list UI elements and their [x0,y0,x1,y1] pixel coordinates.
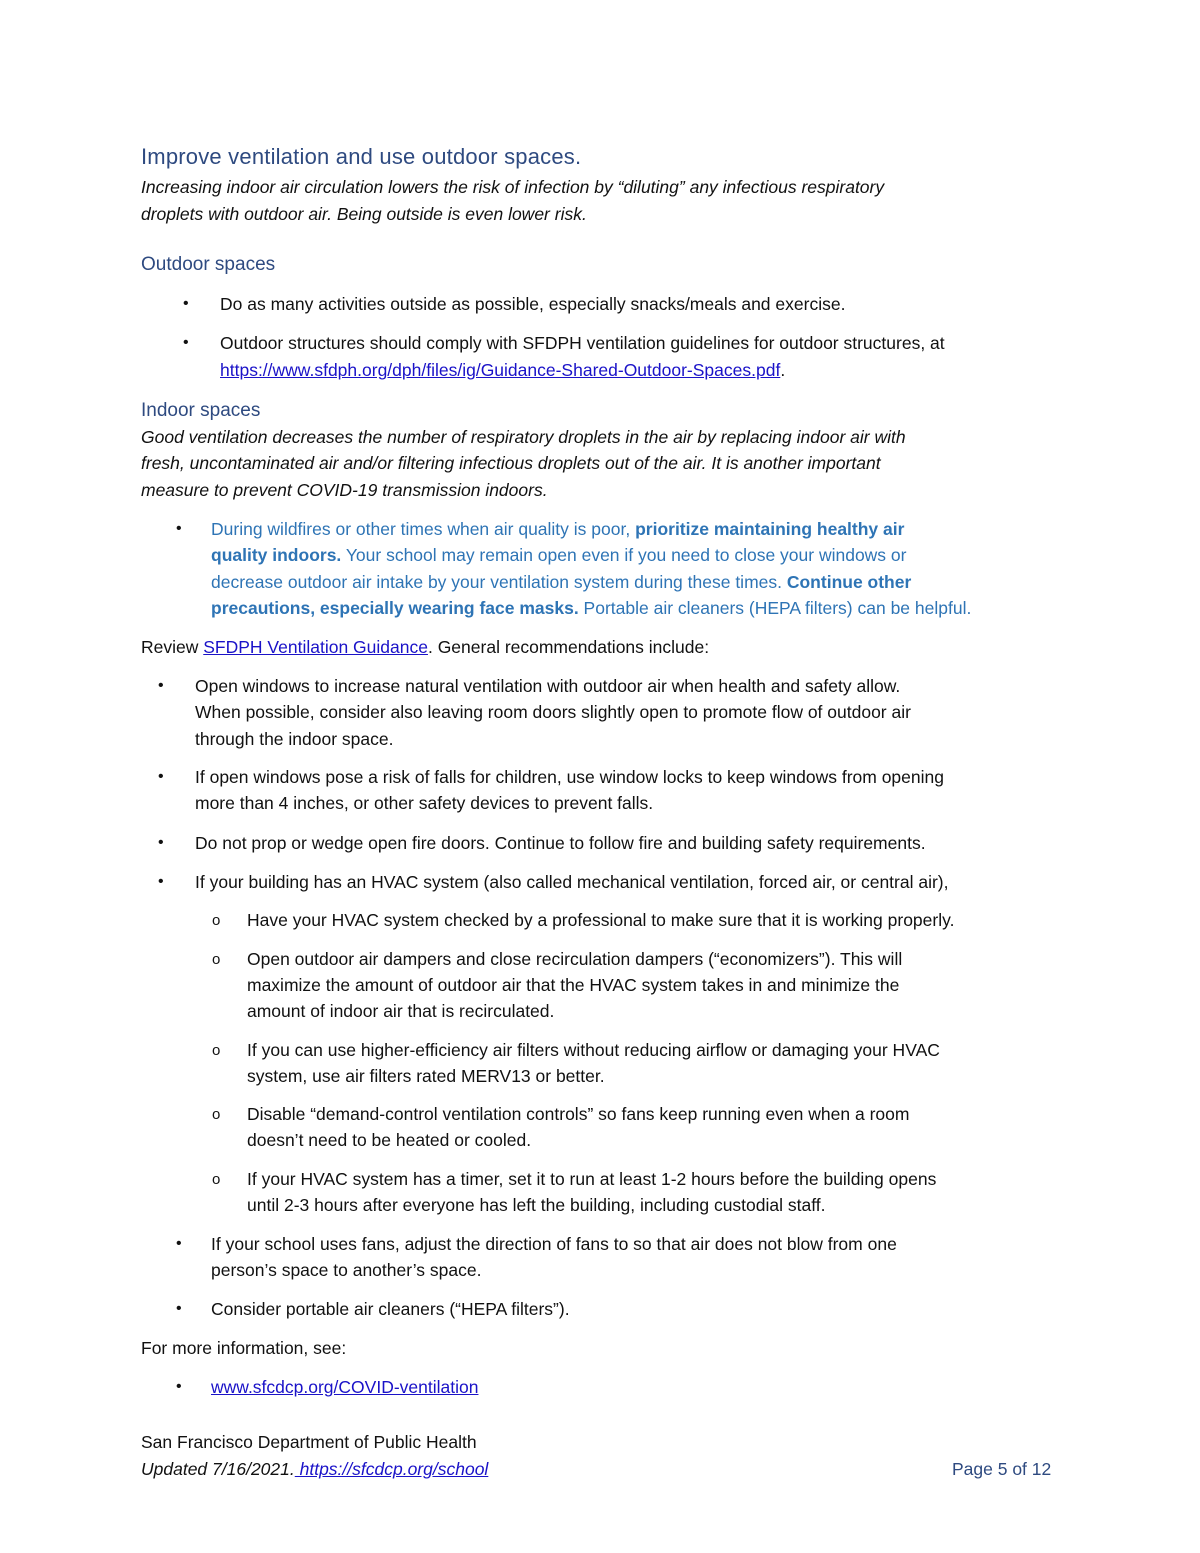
list-item: Open windows to increase natural ventilation with outdoor air when health and safety allow. [195,676,901,696]
bullet-icon: • [158,677,164,694]
outdoor-guidance-link[interactable]: https://www.sfdph.org/dph/files/ig/Guidance-Shared-Outdoor-Spaces.pdf [220,360,781,380]
indoor-intro-line: measure to prevent COVID-19 transmission indoors. [141,480,548,500]
footer-updated: Updated 7/16/2021. https://sfcdcp.org/school [141,1459,489,1479]
circle-bullet-icon: o [212,1171,221,1188]
school-link[interactable]: https://sfcdcp.org/school [294,1459,489,1479]
list-item: If open windows pose a risk of falls for children, use window locks to keep windows from opening [195,767,944,787]
sub-list-item-continuation: amount of indoor air that is recirculated. [247,1001,555,1021]
list-item-continuation: more than 4 inches, or other safety devices to prevent falls. [195,793,654,813]
footer-org: San Francisco Department of Public Health [141,1432,477,1452]
circle-bullet-icon: o [212,1106,221,1123]
indoor-spaces-heading: Indoor spaces [141,400,261,421]
covid-ventilation-link[interactable]: www.sfcdcp.org/COVID-ventilation [211,1377,479,1397]
list-item: Do not prop or wedge open fire doors. Continue to follow fire and building safety requirements. [195,833,926,853]
more-info-label: For more information, see: [141,1338,347,1358]
wildfire-line: During wildfires or other times when air quality is poor, prioritize maintaining healthy air [211,519,905,539]
bullet-icon: • [183,295,189,312]
outdoor-spaces-heading: Outdoor spaces [141,254,276,275]
circle-bullet-icon: o [212,951,221,968]
sub-list-item: Disable “demand-control ventilation controls” so fans keep running even when a room [247,1104,910,1124]
bullet-icon: • [176,520,182,537]
list-item-continuation: through the indoor space. [195,729,394,749]
indoor-intro-line: Good ventilation decreases the number of respiratory droplets in the air by replacing indoor air with [141,427,906,447]
sub-list-item: If you can use higher-efficiency air filters without reducing airflow or damaging your HVAC [247,1040,940,1060]
intro-line: Increasing indoor air circulation lowers the risk of infection by “diluting” any infectious respiratory [141,177,885,197]
bullet-icon: • [176,1235,182,1252]
circle-bullet-icon: o [212,1042,221,1059]
bullet-icon: • [176,1300,182,1317]
sub-list-item: Have your HVAC system checked by a professional to make sure that it is working properly. [247,910,955,930]
section-heading: Improve ventilation and use outdoor spaces. [141,144,582,169]
sub-list-item: Open outdoor air dampers and close recirculation dampers (“economizers”). This will [247,949,903,969]
bullet-icon: • [158,834,164,851]
list-item: Consider portable air cleaners (“HEPA filters”). [211,1299,570,1319]
sub-list-item-continuation: maximize the amount of outdoor air that the HVAC system takes in and minimize the [247,975,900,995]
wildfire-line: quality indoors. Your school may remain open even if you need to close your windows or [211,545,907,565]
page-number: Page 5 of 12 [952,1459,1052,1479]
bullet-icon: • [158,873,164,890]
list-item: If your building has an HVAC system (also called mechanical ventilation, forced air, or central air), [195,872,949,892]
ventilation-guidance-link[interactable]: SFDPH Ventilation Guidance [203,637,428,657]
list-item-continuation: When possible, consider also leaving room doors slightly open to promote flow of outdoor air [195,702,911,722]
bullet-icon: • [158,768,164,785]
circle-bullet-icon: o [212,912,221,929]
review-line: Review SFDPH Ventilation Guidance. General recommendations include: [141,637,710,657]
list-item-continuation: person’s space to another’s space. [211,1260,482,1280]
list-item: Outdoor structures should comply with SFDPH ventilation guidelines for outdoor structures, at [220,333,945,353]
wildfire-line: precautions, especially wearing face masks. Portable air cleaners (HEPA filters) can be helpful. [211,598,972,618]
sub-list-item-continuation: doesn’t need to be heated or cooled. [247,1130,532,1150]
list-item: Do as many activities outside as possible, especially snacks/meals and exercise. [220,294,846,314]
indoor-intro-line: fresh, uncontaminated air and/or filtering infectious droplets out of the air. It is another important [141,453,881,473]
bullet-icon: • [176,1378,182,1395]
sub-list-item-continuation: until 2-3 hours after everyone has left the building, including custodial staff. [247,1195,826,1215]
list-item-continuation: https://www.sfdph.org/dph/files/ig/Guidance-Shared-Outdoor-Spaces.pdf. [220,360,786,380]
sub-list-item-continuation: system, use air filters rated MERV13 or better. [247,1066,605,1086]
bullet-icon: • [183,334,189,351]
wildfire-line: decrease outdoor air intake by your ventilation system during these times. Continue other [211,572,912,592]
sub-list-item: If your HVAC system has a timer, set it to run at least 1-2 hours before the building opens [247,1169,937,1189]
list-item: If your school uses fans, adjust the direction of fans to so that air does not blow from one [211,1234,897,1254]
intro-line: droplets with outdoor air. Being outside is even lower risk. [141,204,587,224]
